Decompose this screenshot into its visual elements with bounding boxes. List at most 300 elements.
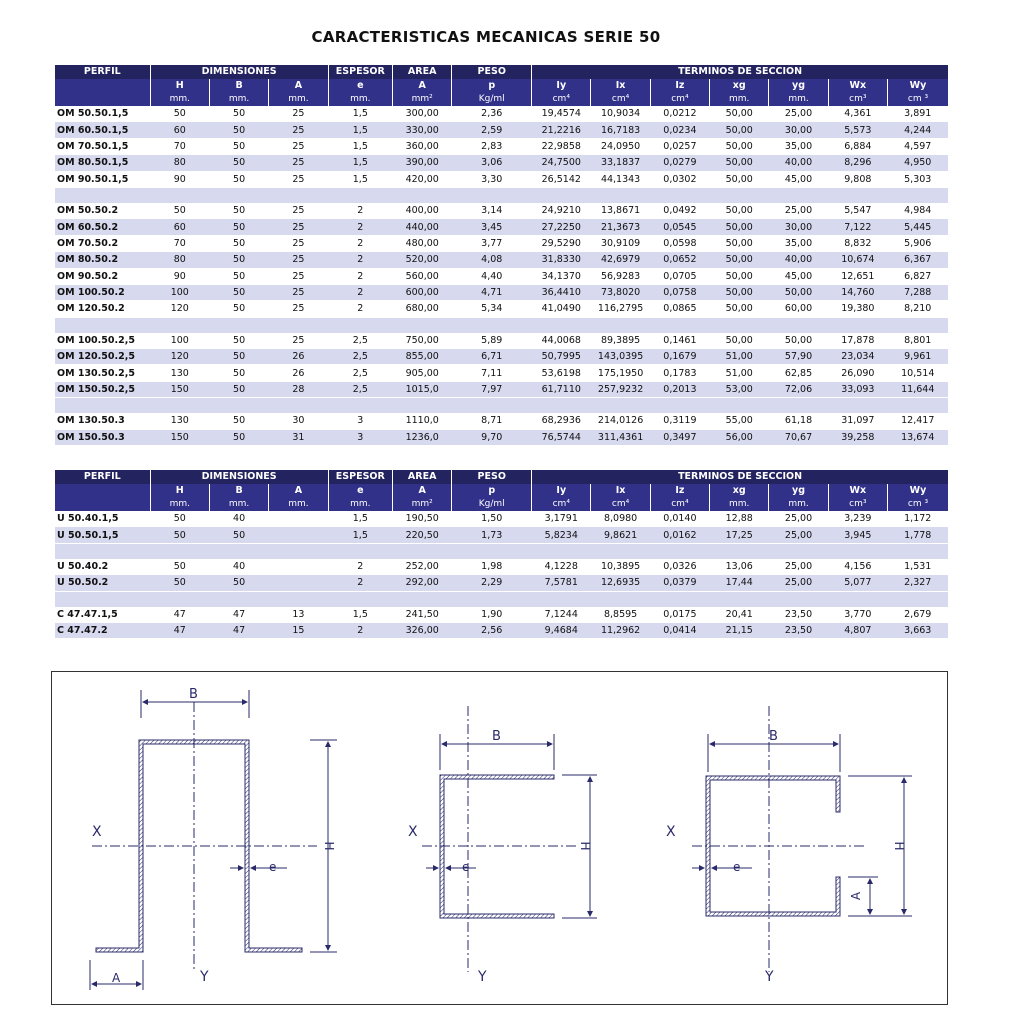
value-cell: 214,0126 (591, 413, 650, 429)
value-cell: 50 (209, 155, 268, 171)
header-empty-cell (55, 484, 150, 497)
profile-name-cell: OM 50.50.2 (55, 203, 150, 219)
header-unit-cell: mm. (209, 92, 268, 106)
value-cell: 1,778 (888, 527, 949, 543)
omega-label-b: B (189, 687, 198, 702)
header-symbol-cell: Iz (650, 484, 709, 497)
value-cell: 12,651 (828, 268, 887, 284)
header-symbol-cell: A (393, 484, 452, 497)
value-cell: 25 (269, 333, 328, 349)
value-cell: 1,50 (452, 511, 532, 527)
header-unit-cell: cm⁴ (650, 92, 709, 106)
value-cell: 0,0279 (650, 155, 709, 171)
value-cell: 21,2216 (532, 122, 591, 138)
value-cell: 30,9109 (591, 235, 650, 251)
value-cell: 25 (269, 219, 328, 235)
value-cell: 2,29 (452, 575, 532, 591)
value-cell: 24,9210 (532, 203, 591, 219)
value-cell: 14,760 (828, 284, 887, 300)
value-cell: 40 (209, 511, 268, 527)
header-symbol-cell: Wx (828, 484, 887, 497)
value-cell: 9,70 (452, 429, 532, 445)
header-symbol-cell: B (209, 79, 268, 92)
value-cell: 19,4574 (532, 106, 591, 122)
value-cell: 1,98 (452, 559, 532, 575)
value-cell: 4,950 (888, 155, 949, 171)
value-cell: 50,00 (710, 219, 769, 235)
profile-name-cell: U 50.40.1,5 (55, 511, 150, 527)
value-cell: 3,30 (452, 171, 532, 187)
table-row (55, 203, 948, 219)
value-cell: 300,00 (393, 106, 452, 122)
value-cell: 0,0414 (650, 622, 709, 638)
value-cell: 480,00 (393, 235, 452, 251)
table-row (55, 575, 948, 591)
value-cell: 53,00 (710, 381, 769, 397)
table-row (55, 106, 948, 122)
value-cell: 1,5 (328, 155, 392, 171)
value-cell: 5,89 (452, 333, 532, 349)
value-cell: 80 (150, 252, 209, 268)
profile-name-cell: C 47.47.1,5 (55, 607, 150, 623)
value-cell: 31 (269, 429, 328, 445)
value-cell: 1,5 (328, 511, 392, 527)
c-label-a: A (849, 891, 863, 901)
value-cell: 25 (269, 155, 328, 171)
value-cell: 17,25 (710, 527, 769, 543)
value-cell: 90 (150, 171, 209, 187)
profile-name-cell: OM 130.50.2,5 (55, 365, 150, 381)
header-unit-cell: mm. (269, 497, 328, 511)
header-unit-cell: cm⁴ (532, 92, 591, 106)
value-cell: 130 (150, 413, 209, 429)
value-cell: 50 (209, 381, 268, 397)
value-cell: 120 (150, 349, 209, 365)
value-cell: 26 (269, 365, 328, 381)
value-cell: 60 (150, 122, 209, 138)
value-cell: 24,0950 (591, 138, 650, 154)
header-symbol-cell: B (209, 484, 268, 497)
table-row (55, 268, 948, 284)
value-cell: 76,5744 (532, 429, 591, 445)
header-unit-cell: cm³ (828, 497, 887, 511)
value-cell: 3,239 (828, 511, 887, 527)
profile-name-cell: OM 50.50.1,5 (55, 106, 150, 122)
value-cell: 50,00 (710, 268, 769, 284)
table-row (55, 381, 948, 397)
value-cell: 50 (209, 429, 268, 445)
value-cell: 2,59 (452, 122, 532, 138)
value-cell: 8,832 (828, 235, 887, 251)
spacer-row (55, 543, 948, 559)
value-cell: 26,5142 (532, 171, 591, 187)
header-symbol-cell: A (269, 484, 328, 497)
value-cell: 12,417 (888, 413, 949, 429)
value-cell: 50 (209, 349, 268, 365)
value-cell: 2,679 (888, 607, 949, 623)
value-cell: 30,00 (769, 219, 828, 235)
value-cell: 8,71 (452, 413, 532, 429)
value-cell: 25,00 (769, 106, 828, 122)
header-unit-cell: mm. (710, 497, 769, 511)
profile-name-cell: U 50.50.2 (55, 575, 150, 591)
value-cell: 257,9232 (591, 381, 650, 397)
table-row (55, 301, 948, 317)
header-symbol-cell: e (328, 79, 392, 92)
value-cell: 1,531 (888, 559, 949, 575)
value-cell: 56,9283 (591, 268, 650, 284)
value-cell: 50,00 (710, 301, 769, 317)
value-cell: 680,00 (393, 301, 452, 317)
value-cell: 19,380 (828, 301, 887, 317)
profile-name-cell: OM 80.50.2 (55, 252, 150, 268)
header-unit-cell: mm. (328, 497, 392, 511)
table-row (55, 155, 948, 171)
value-cell: 40 (209, 559, 268, 575)
value-cell: 1,73 (452, 527, 532, 543)
value-cell: 0,0302 (650, 171, 709, 187)
value-cell: 25 (269, 138, 328, 154)
value-cell: 0,0175 (650, 607, 709, 623)
value-cell: 47 (150, 607, 209, 623)
value-cell: 2,5 (328, 349, 392, 365)
value-cell: 175,1950 (591, 365, 650, 381)
header-group-cell: ESPESOR (328, 470, 392, 484)
value-cell: 1,5 (328, 122, 392, 138)
value-cell: 25 (269, 284, 328, 300)
value-cell: 25,00 (769, 559, 828, 575)
value-cell: 13,674 (888, 429, 949, 445)
value-cell: 360,00 (393, 138, 452, 154)
value-cell: 1,5 (328, 171, 392, 187)
header-unit-cell: mm. (328, 92, 392, 106)
header-group-cell: PERFIL (55, 65, 150, 79)
value-cell: 150 (150, 381, 209, 397)
value-cell: 50,00 (769, 333, 828, 349)
value-cell: 400,00 (393, 203, 452, 219)
table-row (55, 219, 948, 235)
value-cell: 855,00 (393, 349, 452, 365)
value-cell: 50 (209, 268, 268, 284)
value-cell: 31,8330 (532, 252, 591, 268)
header-symbol-cell: e (328, 484, 392, 497)
value-cell: 7,5781 (532, 575, 591, 591)
value-cell: 6,827 (888, 268, 949, 284)
value-cell: 8,801 (888, 333, 949, 349)
header-unit-cell: mm² (393, 92, 452, 106)
omega-label-h: H (322, 841, 336, 851)
omega-label-x: X (92, 824, 102, 840)
value-cell: 26,090 (828, 365, 887, 381)
c-label-h: H (892, 841, 906, 851)
value-cell: 50 (209, 171, 268, 187)
value-cell: 41,0490 (532, 301, 591, 317)
value-cell: 330,00 (393, 122, 452, 138)
profile-name-cell: OM 150.50.3 (55, 429, 150, 445)
value-cell: 11,2962 (591, 622, 650, 638)
value-cell: 10,514 (888, 365, 949, 381)
value-cell: 4,807 (828, 622, 887, 638)
profile-name-cell: OM 150.50.2,5 (55, 381, 150, 397)
value-cell: 3,06 (452, 155, 532, 171)
value-cell: 10,674 (828, 252, 887, 268)
value-cell: 8,210 (888, 301, 949, 317)
value-cell: 28 (269, 381, 328, 397)
spacer-row (55, 398, 948, 414)
value-cell: 1015,0 (393, 381, 452, 397)
header-symbol-cell: Ix (591, 79, 650, 92)
value-cell: 10,3895 (591, 559, 650, 575)
value-cell: 50,00 (710, 138, 769, 154)
value-cell (269, 559, 328, 575)
header-group-cell: ESPESOR (328, 65, 392, 79)
value-cell: 905,00 (393, 365, 452, 381)
value-cell: 44,1343 (591, 171, 650, 187)
profile-name-cell: OM 80.50.1,5 (55, 155, 150, 171)
table-row (55, 122, 948, 138)
value-cell: 8,8595 (591, 607, 650, 623)
value-cell: 33,1837 (591, 155, 650, 171)
value-cell: 50 (209, 301, 268, 317)
value-cell: 89,3895 (591, 333, 650, 349)
value-cell: 2 (328, 622, 392, 638)
value-cell: 73,8020 (591, 284, 650, 300)
c-label-e: e (733, 860, 741, 874)
value-cell: 51,00 (710, 349, 769, 365)
value-cell: 70,67 (769, 429, 828, 445)
header-unit-cell: cm ³ (888, 497, 949, 511)
value-cell: 27,2250 (532, 219, 591, 235)
value-cell (269, 575, 328, 591)
value-cell: 60,00 (769, 301, 828, 317)
value-cell: 6,367 (888, 252, 949, 268)
value-cell: 45,00 (769, 268, 828, 284)
table-row (55, 607, 948, 623)
value-cell: 4,40 (452, 268, 532, 284)
value-cell: 420,00 (393, 171, 452, 187)
value-cell: 9,961 (888, 349, 949, 365)
header-group-cell: TERMINOS DE SECCION (532, 65, 948, 79)
value-cell: 3,1791 (532, 511, 591, 527)
header-symbol-cell: yg (769, 79, 828, 92)
value-cell: 50 (209, 413, 268, 429)
value-cell: 61,18 (769, 413, 828, 429)
header-symbol-cell: xg (710, 79, 769, 92)
value-cell: 0,3119 (650, 413, 709, 429)
value-cell: 0,0234 (650, 122, 709, 138)
value-cell: 0,0865 (650, 301, 709, 317)
value-cell: 16,7183 (591, 122, 650, 138)
value-cell: 0,0379 (650, 575, 709, 591)
value-cell: 3 (328, 413, 392, 429)
table-row (55, 511, 948, 527)
value-cell: 60 (150, 219, 209, 235)
value-cell: 120 (150, 301, 209, 317)
value-cell: 50 (209, 203, 268, 219)
value-cell: 241,50 (393, 607, 452, 623)
value-cell: 56,00 (710, 429, 769, 445)
omega-label-y: Y (200, 969, 209, 985)
value-cell: 0,0326 (650, 559, 709, 575)
value-cell: 2,83 (452, 138, 532, 154)
value-cell: 31,097 (828, 413, 887, 429)
value-cell: 0,1783 (650, 365, 709, 381)
header-unit-cell: Kg/ml (452, 497, 532, 511)
value-cell: 29,5290 (532, 235, 591, 251)
value-cell: 13,06 (710, 559, 769, 575)
value-cell: 25,00 (769, 511, 828, 527)
value-cell: 7,288 (888, 284, 949, 300)
value-cell: 0,0162 (650, 527, 709, 543)
value-cell: 50 (150, 559, 209, 575)
omega-label-a: A (112, 971, 121, 985)
value-cell: 50,00 (710, 155, 769, 171)
value-cell: 30,00 (769, 122, 828, 138)
value-cell: 3,945 (828, 527, 887, 543)
header-empty-cell (55, 497, 150, 511)
value-cell: 4,984 (888, 203, 949, 219)
value-cell: 50,00 (710, 106, 769, 122)
value-cell: 2 (328, 301, 392, 317)
value-cell: 44,0068 (532, 333, 591, 349)
table-row (55, 429, 948, 445)
value-cell: 50 (209, 575, 268, 591)
value-cell: 50,00 (710, 171, 769, 187)
value-cell: 4,71 (452, 284, 532, 300)
value-cell: 40,00 (769, 155, 828, 171)
value-cell: 3,77 (452, 235, 532, 251)
table-row (55, 349, 948, 365)
value-cell: 21,3673 (591, 219, 650, 235)
header-unit-cell: cm⁴ (591, 497, 650, 511)
header-unit-cell: cm⁴ (591, 92, 650, 106)
value-cell: 50 (150, 106, 209, 122)
value-cell: 50 (209, 138, 268, 154)
value-cell: 5,303 (888, 171, 949, 187)
value-cell: 5,547 (828, 203, 887, 219)
value-cell: 39,258 (828, 429, 887, 445)
value-cell: 7,97 (452, 381, 532, 397)
value-cell: 2,327 (888, 575, 949, 591)
value-cell: 0,0598 (650, 235, 709, 251)
table-row (55, 527, 948, 543)
value-cell: 50,00 (710, 333, 769, 349)
value-cell: 25,00 (769, 203, 828, 219)
c-profile-drawing (692, 706, 912, 972)
value-cell: 1,172 (888, 511, 949, 527)
value-cell: 57,90 (769, 349, 828, 365)
table-row (55, 171, 948, 187)
header-unit-cell: cm⁴ (650, 497, 709, 511)
value-cell: 2 (328, 268, 392, 284)
value-cell: 50 (209, 333, 268, 349)
value-cell: 80 (150, 155, 209, 171)
value-cell: 1110,0 (393, 413, 452, 429)
value-cell: 0,0758 (650, 284, 709, 300)
value-cell: 4,156 (828, 559, 887, 575)
c-label-b: B (769, 729, 778, 744)
value-cell: 17,878 (828, 333, 887, 349)
header-group-cell: PESO (452, 470, 532, 484)
table-row (55, 235, 948, 251)
value-cell: 24,7500 (532, 155, 591, 171)
header-empty-cell (55, 92, 150, 106)
value-cell: 0,0652 (650, 252, 709, 268)
profile-name-cell: OM 120.50.2,5 (55, 349, 150, 365)
value-cell: 220,50 (393, 527, 452, 543)
value-cell: 0,0545 (650, 219, 709, 235)
value-cell: 6,71 (452, 349, 532, 365)
value-cell: 12,6935 (591, 575, 650, 591)
value-cell: 68,2936 (532, 413, 591, 429)
value-cell: 3,770 (828, 607, 887, 623)
value-cell: 4,361 (828, 106, 887, 122)
header-group-cell: PESO (452, 65, 532, 79)
value-cell: 50 (209, 219, 268, 235)
value-cell: 2 (328, 203, 392, 219)
value-cell: 23,50 (769, 607, 828, 623)
profile-name-cell: OM 120.50.2 (55, 301, 150, 317)
value-cell: 70 (150, 235, 209, 251)
value-cell: 4,1228 (532, 559, 591, 575)
value-cell: 50,00 (710, 252, 769, 268)
header-symbol-cell: A (393, 79, 452, 92)
value-cell: 25 (269, 301, 328, 317)
value-cell: 3 (328, 429, 392, 445)
value-cell: 5,573 (828, 122, 887, 138)
value-cell: 50,7995 (532, 349, 591, 365)
header-group-cell: DIMENSIONES (150, 65, 328, 79)
value-cell: 50 (209, 235, 268, 251)
value-cell: 130 (150, 365, 209, 381)
value-cell: 560,00 (393, 268, 452, 284)
value-cell: 26 (269, 349, 328, 365)
value-cell: 4,597 (888, 138, 949, 154)
value-cell (269, 527, 328, 543)
header-group-cell: PERFIL (55, 470, 150, 484)
value-cell: 3,891 (888, 106, 949, 122)
value-cell: 2,36 (452, 106, 532, 122)
value-cell: 0,1461 (650, 333, 709, 349)
value-cell: 10,9034 (591, 106, 650, 122)
value-cell: 35,00 (769, 138, 828, 154)
header-unit-cell: mm. (769, 92, 828, 106)
value-cell: 2 (328, 284, 392, 300)
value-cell: 2 (328, 575, 392, 591)
header-unit-cell: mm. (269, 92, 328, 106)
value-cell: 35,00 (769, 235, 828, 251)
value-cell: 21,15 (710, 622, 769, 638)
header-unit-cell: mm. (769, 497, 828, 511)
table-row (55, 138, 948, 154)
header-symbol-cell: p (452, 484, 532, 497)
header-symbol-cell: Wy (888, 484, 949, 497)
header-symbol-cell: yg (769, 484, 828, 497)
table-row (55, 252, 948, 268)
value-cell: 30 (269, 413, 328, 429)
value-cell: 90 (150, 268, 209, 284)
header-unit-cell: cm³ (828, 92, 887, 106)
profile-name-cell: C 47.47.2 (55, 622, 150, 638)
value-cell: 25 (269, 252, 328, 268)
header-symbol-cell: Ix (591, 484, 650, 497)
value-cell: 0,1679 (650, 349, 709, 365)
value-cell: 50 (209, 365, 268, 381)
value-cell: 100 (150, 284, 209, 300)
value-cell: 5,077 (828, 575, 887, 591)
profile-name-cell: OM 70.50.1,5 (55, 138, 150, 154)
value-cell: 4,244 (888, 122, 949, 138)
